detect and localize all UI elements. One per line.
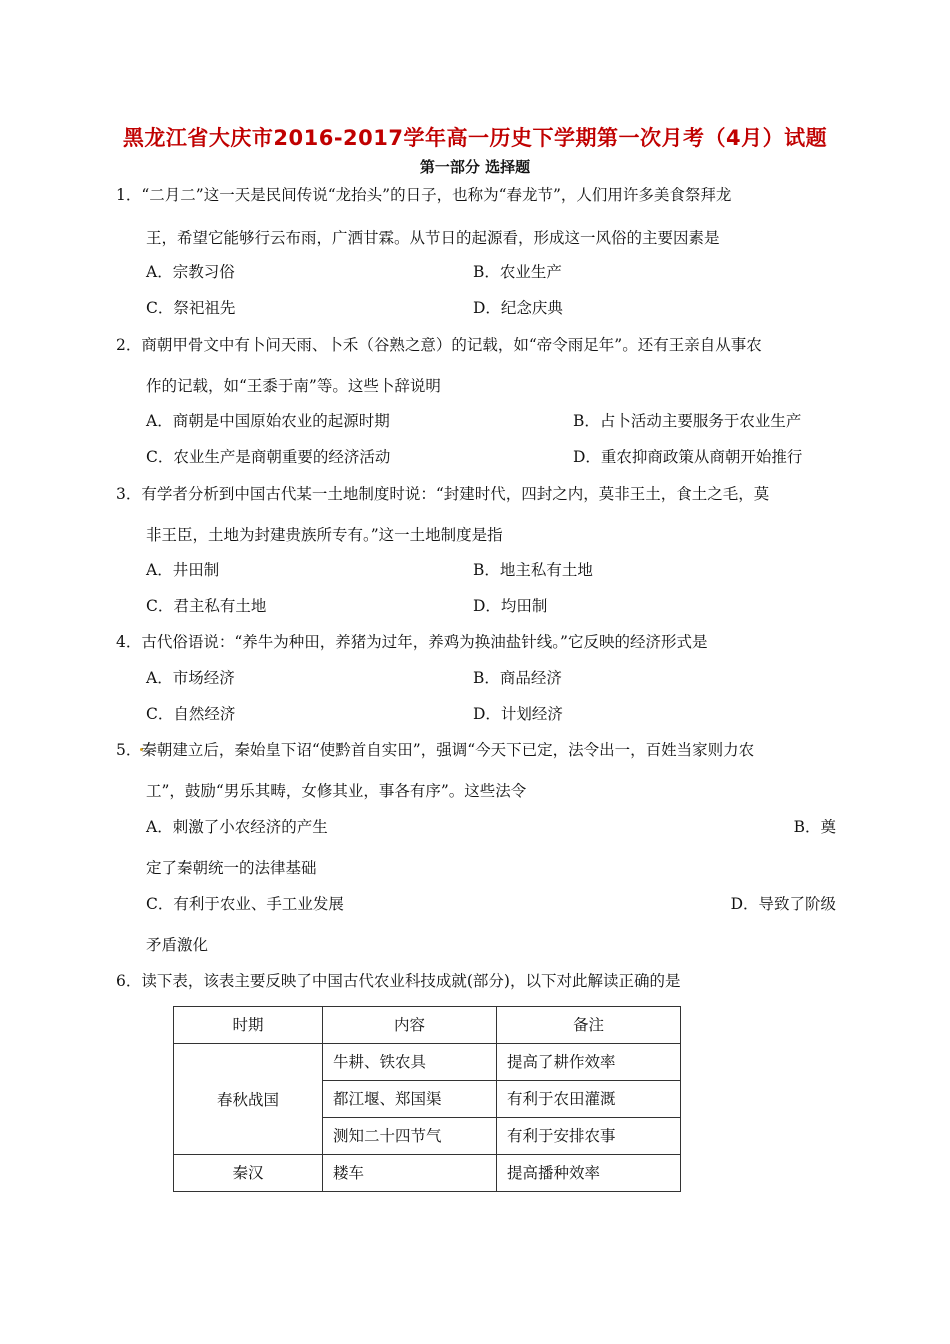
question-5-continued: 工”，鼓励“男乐其畴，女修其业，事各有序”。这些法令 bbox=[146, 782, 527, 800]
content-cell: 测知二十四节气 bbox=[323, 1118, 497, 1155]
option-b: B．农业生产 bbox=[473, 263, 562, 281]
header-period: 时期 bbox=[174, 1007, 323, 1044]
period-cell: 秦汉 bbox=[174, 1155, 323, 1192]
option-a: A．市场经济 bbox=[146, 669, 235, 687]
question-number: 1． bbox=[116, 186, 142, 204]
question-5 bbox=[116, 740, 836, 760]
option-a: A．井田制 bbox=[146, 561, 220, 579]
option-c: C．祭祀祖先 bbox=[146, 299, 236, 317]
table-row bbox=[174, 1155, 681, 1192]
question-text: 秦朝建立后，秦始皇下诏“使黔首自实田”，强调“今天下已定，法令出一，百姓当家则力农 bbox=[141, 741, 755, 759]
question-3-continued: 非王臣，土地为封建贵族所专有。”这一土地制度是指 bbox=[146, 526, 503, 544]
question-1 bbox=[116, 185, 836, 205]
question-2 bbox=[116, 335, 836, 355]
option-b: B．地主私有土地 bbox=[473, 561, 593, 579]
question-6 bbox=[116, 971, 836, 991]
option-c: C．农业生产是商朝重要的经济活动 bbox=[146, 448, 391, 466]
notes-cell: 有利于农田灌溉 bbox=[497, 1081, 681, 1118]
option-b: B．奠 bbox=[793, 818, 836, 836]
option-d: D．导致了阶级 bbox=[730, 895, 836, 913]
section-heading: 第一部分 选择题 bbox=[419, 158, 531, 176]
question-number: 4． bbox=[116, 633, 142, 651]
option-b: B．商品经济 bbox=[473, 669, 562, 687]
notes-cell: 有利于安排农事 bbox=[497, 1118, 681, 1155]
table-header-row bbox=[174, 1007, 681, 1044]
question-3 bbox=[116, 484, 836, 504]
question-text: 商朝甲骨文中有卜问天雨、卜禾（谷熟之意）的记载，如“帝令雨足年”。还有王亲自从事农 bbox=[141, 336, 762, 354]
question-number: 6． bbox=[116, 972, 142, 990]
period-cell: 春秋战国 bbox=[174, 1044, 323, 1155]
question-number: 2． bbox=[116, 336, 142, 354]
option-c: C．君主私有土地 bbox=[146, 597, 267, 615]
question-text: 有学者分析到中国古代某一土地制度时说：“封建时代，四封之内，莫非王土，食土之毛，莫 bbox=[141, 485, 770, 503]
question-number: 5． bbox=[116, 741, 142, 759]
agriculture-table bbox=[173, 1006, 681, 1192]
question-number: 3． bbox=[116, 485, 142, 503]
question-1-continued: 王，希望它能够行云布雨，广洒甘霖。从节日的起源看，形成这一风俗的主要因素是 bbox=[146, 229, 720, 247]
notes-cell: 提高了耕作效率 bbox=[497, 1044, 681, 1081]
option-a: A．刺激了小农经济的产生 bbox=[146, 818, 328, 836]
option-a: A．宗教习俗 bbox=[146, 263, 235, 281]
option-a: A．商朝是中国原始农业的起源时期 bbox=[146, 412, 390, 430]
content-cell: 牛耕、铁农具 bbox=[323, 1044, 497, 1081]
header-notes: 备注 bbox=[497, 1007, 681, 1044]
content-cell: 耧车 bbox=[323, 1155, 497, 1192]
question-text: 读下表，该表主要反映了中国古代农业科技成就(部分)，以下对此解读正确的是 bbox=[141, 972, 681, 990]
question-text: “二月二”这一天是民间传说“龙抬头”的日子，也称为“春龙节”，人们用许多美食祭拜龙 bbox=[141, 186, 732, 204]
option-d: D．纪念庆典 bbox=[473, 299, 563, 317]
option-b: B．占卜活动主要服务于农业生产 bbox=[573, 412, 802, 430]
content-cell: 都江堰、郑国渠 bbox=[323, 1081, 497, 1118]
option-d: D．重农抑商政策从商朝开始推行 bbox=[573, 448, 803, 466]
question-4 bbox=[116, 632, 836, 652]
option-c: C．有利于农业、手工业发展 bbox=[146, 895, 344, 913]
header-content: 内容 bbox=[323, 1007, 497, 1044]
option-d: D．均田制 bbox=[473, 597, 548, 615]
exam-title: 黑龙江省大庆市2016-2017学年高一历史下学期第一次月考（4月）试题 bbox=[122, 126, 828, 150]
option-d: D．计划经济 bbox=[473, 705, 563, 723]
question-text: 古代俗语说：“养牛为种田，养猪为过年，养鸡为换油盐针线。”它反映的经济形式是 bbox=[141, 633, 708, 651]
notes-cell: 提高播种效率 bbox=[497, 1155, 681, 1192]
option-c: C．自然经济 bbox=[146, 705, 236, 723]
option-b-continued: 定了秦朝统一的法律基础 bbox=[146, 859, 317, 877]
table-row bbox=[174, 1044, 681, 1081]
question-2-continued: 作的记载，如“王黍于南”等。这些卜辞说明 bbox=[146, 377, 441, 395]
option-d-continued: 矛盾激化 bbox=[146, 936, 209, 954]
